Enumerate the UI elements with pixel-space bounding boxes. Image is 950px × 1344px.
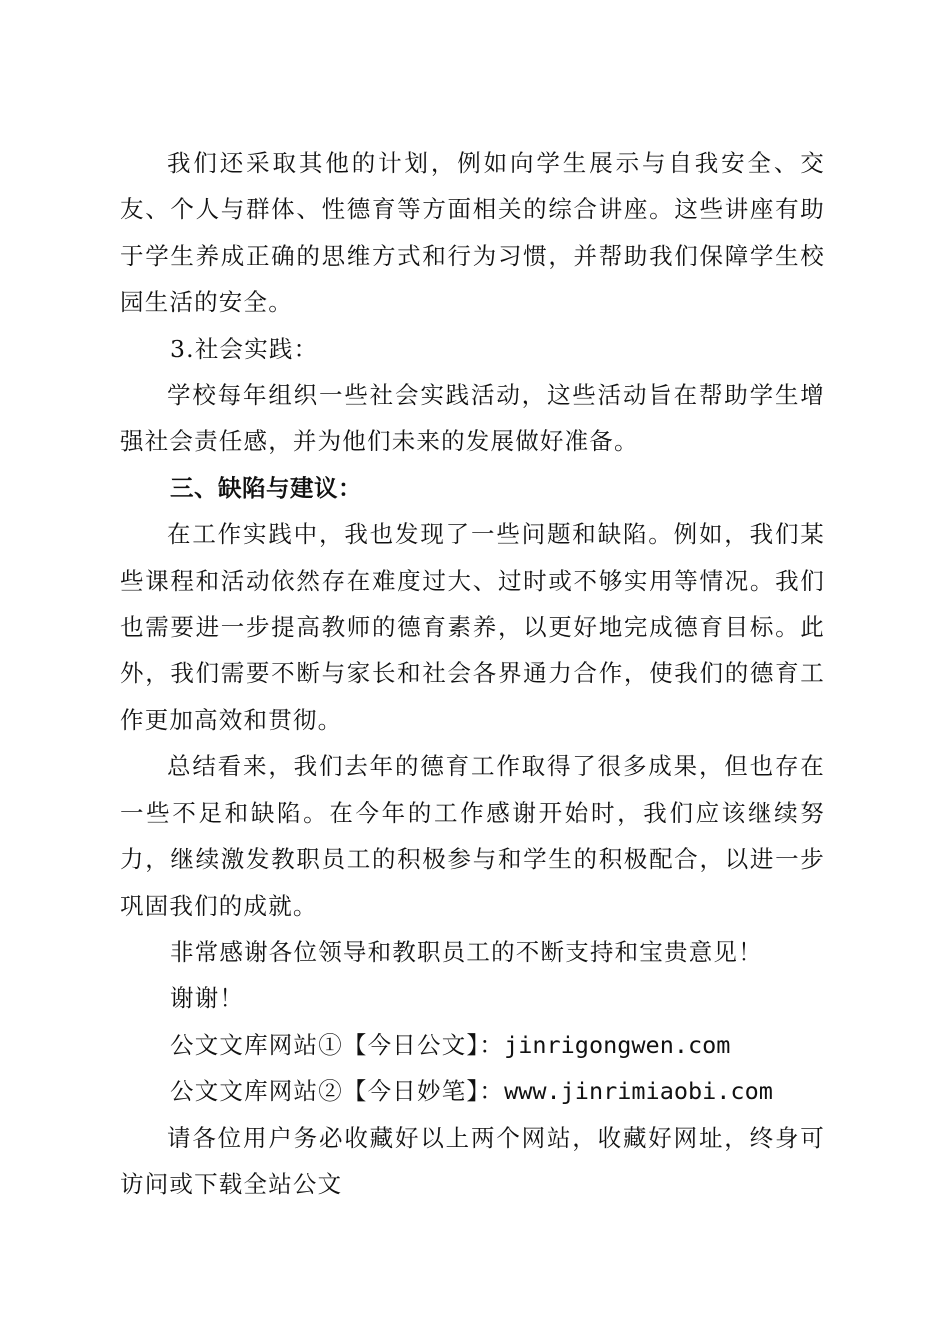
website-line-1 (120, 1022, 825, 1068)
paragraph-summary: 总结看来，我们去年的德育工作取得了很多成果，但也存在一些不足和缺陷。在今年的工作感谢开始时，我们应该继续努力，继续激发教职员工的积极参与和学生的积极配合，以进一步巩固我们的成就。 (120, 752, 825, 920)
section-heading-defects: 三、缺陷与建议： (170, 473, 362, 502)
website-line-2 (120, 1068, 825, 1114)
website-2-label: 公文文库网站②【今日妙笔】： (170, 1077, 505, 1106)
website-2-url[interactable]: www.jinrimiaobi.com (504, 1077, 773, 1106)
paragraph-problems: 在工作实践中，我也发现了一些问题和缺陷。例如，我们某些课程和活动依然存在难度过大、过时或不够实用等情况。我们也需要进一步提高教师的德育素养，以更好地完成德育目标。此外，我们需要不断与家长和社会各界通力合作，使我们的德育工作更加高效和贯彻。 (120, 520, 825, 734)
website-1-label: 公文文库网站①【今日公文】： (170, 1030, 505, 1059)
paragraph-lectures: 我们还采取其他的计划，例如向学生展示与自我安全、交友、个人与群体、性德育等方面相关的综合讲座。这些讲座有助于学生养成正确的思维方式和行为习惯，并帮助我们保障学生校园生活的安全。 (120, 149, 825, 317)
website-1-url[interactable]: jinrigongwen.com (504, 1030, 731, 1059)
section-social-practice-title: 3.社会实践： (170, 334, 319, 363)
paragraph-bookmark-notice: 请各位用户务必收藏好以上两个网站，收藏好网址，终身可访问或下载全站公文 (120, 1123, 825, 1198)
paragraph-thank-you: 谢谢！ (170, 984, 245, 1013)
paragraph-social-practice: 学校每年组织一些社会实践活动，这些活动旨在帮助学生增强社会责任感，并为他们未来的发展做好准备。 (120, 381, 825, 456)
paragraph-thanks: 非常感谢各位领导和教职员工的不断支持和宝贵意见！ (170, 937, 763, 966)
document-body (120, 140, 825, 1207)
